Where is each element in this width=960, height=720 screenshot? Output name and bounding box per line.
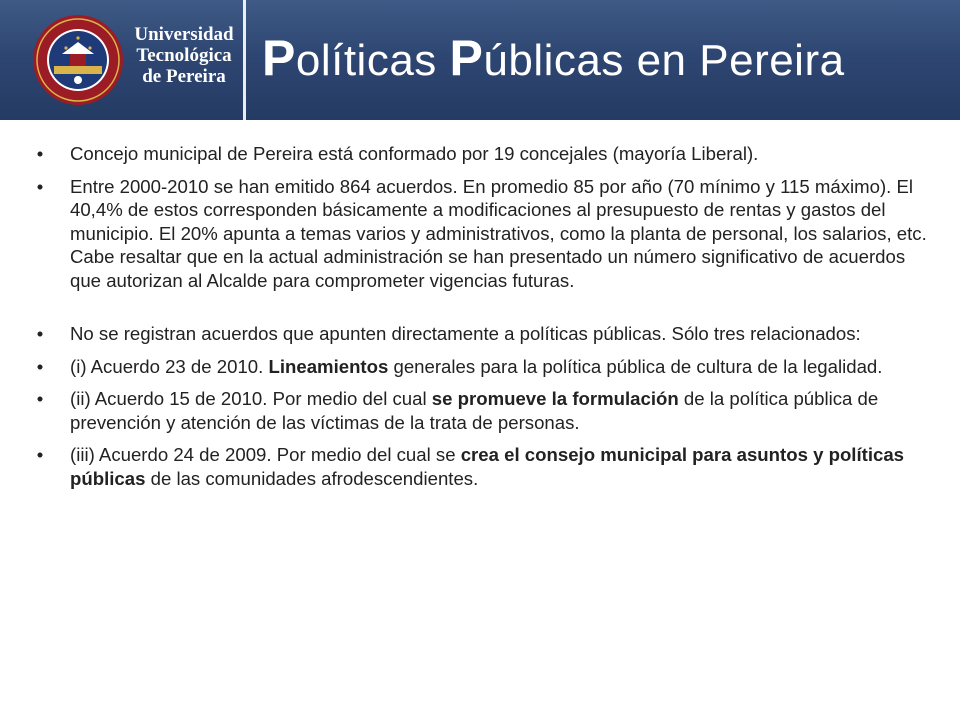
bullet-text-bold: crea el consejo municipal para asuntos y políticas públicas [70, 444, 905, 489]
slide-content [30, 142, 935, 499]
title-rest-1: olíticas [295, 36, 450, 85]
bullet-concejo [30, 142, 935, 166]
bullet-acuerdo-15 [30, 387, 935, 434]
bullet-marker: • [36, 355, 44, 377]
bullet-no-registran [30, 322, 935, 346]
bullet-text-pre: (ii) Acuerdo 15 de 2010. Por medio del cual [70, 388, 432, 409]
page-title [262, 30, 845, 100]
university-name-line-2: Tecnológica [136, 45, 232, 66]
bullet-marker: • [36, 323, 44, 344]
bullet-marker: • [36, 175, 44, 197]
bullet-text: Entre 2000-2010 se han emitido 864 acuerdos. En promedio 85 por año (70 mínimo y 115 máximo). El 40,4% de estos corresponden básicamente a modificaciones al presupuesto de rentas y gastos del municipio. El 20% apunta a temas varios y administrativos, como la planta de personal, los salarios, etc. Cabe resaltar que en la actual administración se han presentado un número significativo de acuerdos que autorizan al Alcalde para comprometer vigencias futuras. [70, 175, 927, 291]
bullet-text-pre: (i) Acuerdo 23 de 2010. [70, 355, 269, 377]
university-name [128, 24, 240, 87]
bullet-text-post: de la política pública de prevención y atención de las víctimas de la trata de personas. [70, 388, 879, 433]
bullet-text: Concejo municipal de Pereira está conformado por 19 concejales (mayoría Liberal). [70, 143, 759, 164]
bullet-marker: • [36, 444, 44, 465]
title-initial-2: P [449, 30, 484, 86]
header-divider [243, 0, 246, 120]
university-name-line-3: de Pereira [142, 66, 226, 87]
bullet-text-post: de las comunidades afrodescendientes. [145, 467, 479, 489]
bullet-acuerdos [30, 175, 935, 293]
bullet-acuerdo-24 [30, 443, 935, 490]
bullet-text-bold: Lineamientos [268, 355, 389, 377]
university-seal-icon [32, 14, 124, 106]
bullet-acuerdo-23 [30, 355, 935, 379]
bullet-text-post: generales para la política pública de cultura de la legalidad. [388, 355, 883, 377]
bullet-marker: • [36, 143, 44, 164]
bullet-text-pre: (iii) Acuerdo 24 de 2009. Por medio del cual se [70, 444, 461, 465]
bullet-text: No se registran acuerdos que apunten directamente a políticas públicas. Sólo tres relacionados: [70, 323, 861, 344]
header-banner [0, 0, 960, 120]
university-name-line-1: Universidad [134, 24, 234, 45]
bullet-marker: • [36, 388, 44, 409]
bullet-text-bold: se promueve la formulación [431, 388, 679, 409]
title-initial-1: P [262, 30, 296, 86]
title-rest-2: úblicas en Pereira [483, 36, 845, 85]
